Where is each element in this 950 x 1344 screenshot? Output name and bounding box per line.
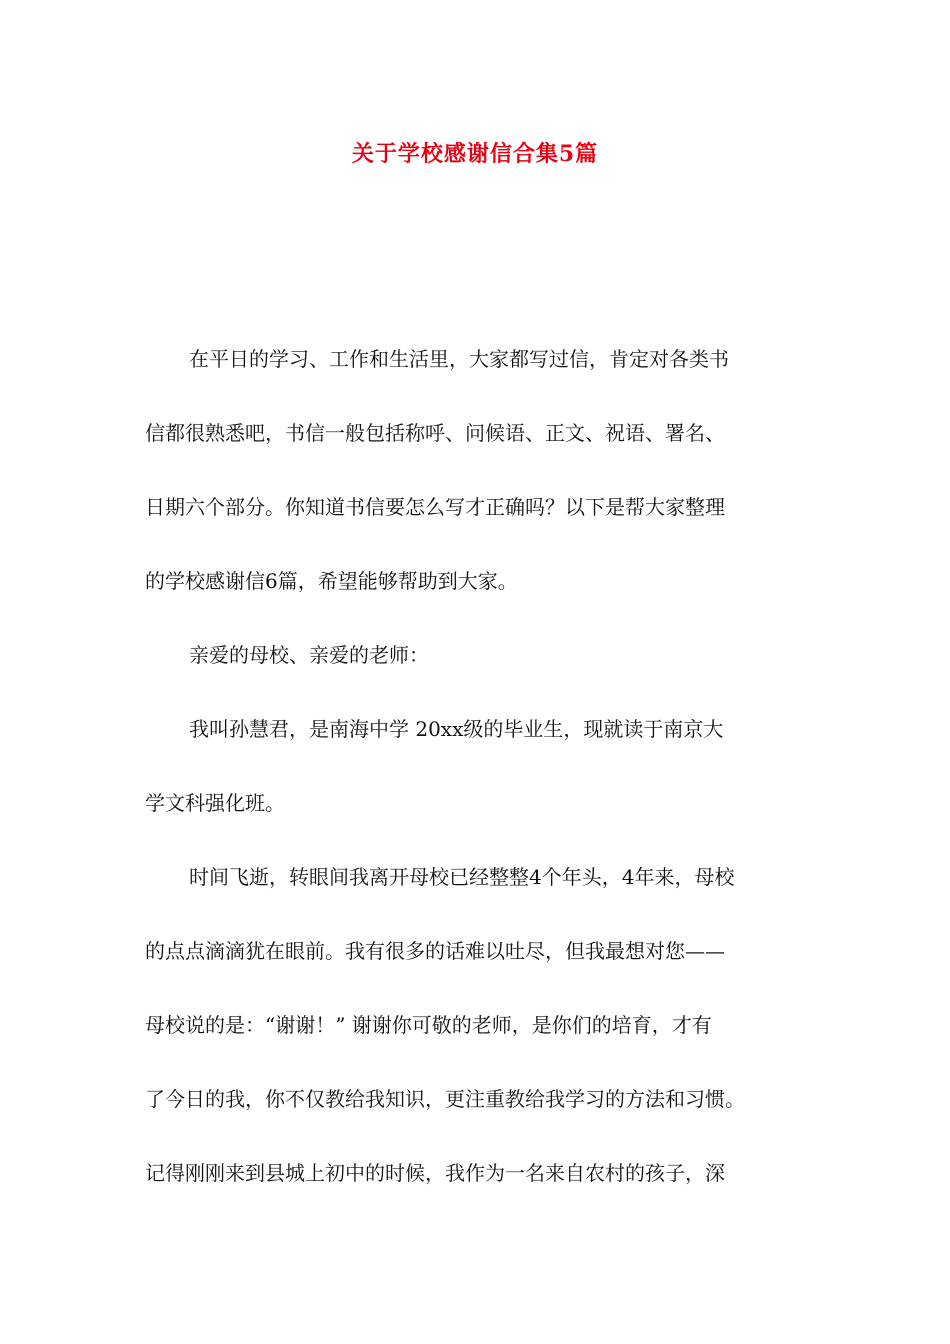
text-line: 的学校感谢信6篇，希望能够帮助到大家。 xyxy=(145,569,518,593)
paragraph-intro xyxy=(145,322,813,618)
document-body xyxy=(145,322,813,1210)
paragraph-gratitude xyxy=(145,840,813,1210)
text-line: 的点点滴滴犹在眼前。我有很多的话难以吐尽，但我最想对您—— xyxy=(145,939,725,963)
text-line: 时间飞逝，转眼间我离开母校已经整整4个年头，4年来，母校 xyxy=(189,865,735,889)
text-line: 记得刚刚来到县城上初中的时候，我作为一名来自农村的孩子，深 xyxy=(145,1161,725,1185)
paragraph-self-introduction xyxy=(145,692,813,840)
text-line: 在平日的学习、工作和生活里，大家都写过信，肯定对各类书 xyxy=(189,347,729,371)
text-line: 学文科强化班。 xyxy=(145,791,285,815)
text-line: 我叫孙慧君，是南海中学 20xx级的毕业生，现就读于南京大 xyxy=(189,717,724,741)
text-line: 日期六个部分。你知道书信要怎么写才正确吗？以下是帮大家整理 xyxy=(145,495,725,519)
text-line: 亲爱的母校、亲爱的老师： xyxy=(189,643,429,667)
document-title: 关于学校感谢信合集5篇 xyxy=(351,141,599,167)
text-line: 母校说的是：“谢谢！” 谢谢你可敬的老师，是你们的培育，才有 xyxy=(145,1013,712,1037)
text-line: 信都很熟悉吧，书信一般包括称呼、问候语、正文、祝语、署名、 xyxy=(145,421,725,445)
paragraph-salutation xyxy=(145,618,813,692)
text-line: 了今日的我，你不仅教给我知识，更注重教给我学习的方法和习惯。 xyxy=(145,1087,745,1111)
